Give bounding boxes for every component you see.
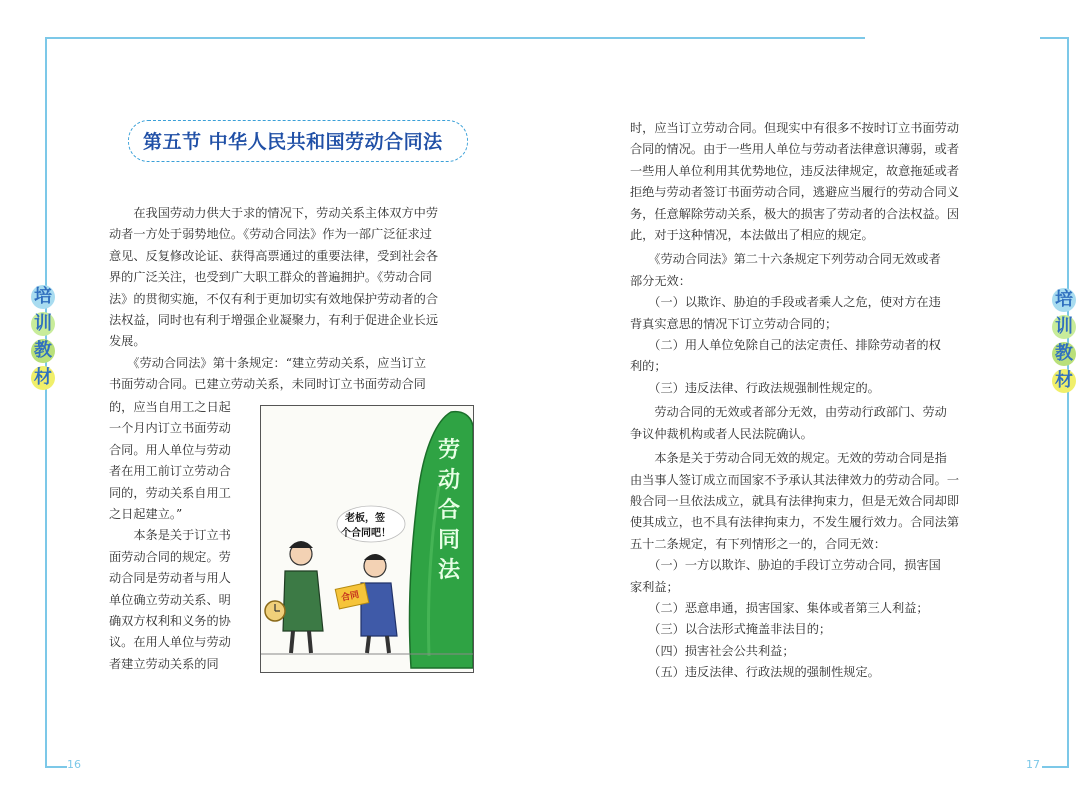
- left-narrow-line: 单位确立劳动关系、明: [109, 592, 231, 607]
- side-tag-char: 训: [1052, 315, 1076, 339]
- right-paragraph-line: 务，任意解除劳动关系，极大的损害了劳动者的合法权益。因: [630, 206, 960, 221]
- left-narrow-line: 同的，劳动关系自用工: [109, 485, 231, 500]
- left-narrow-line: 动合同是劳动者与用人: [109, 571, 231, 586]
- right-paragraph-line: 部分无效：: [630, 273, 691, 288]
- left-paragraph-line: 书面劳动合同。已建立劳动关系，未同时订立书面劳动合同: [109, 377, 426, 392]
- left-narrow-line: 者建立劳动关系的同: [109, 656, 219, 671]
- left-column-text: [109, 203, 475, 396]
- left-narrow-line: 确双方权利和义务的协: [109, 614, 231, 629]
- side-tag-char: 训: [31, 312, 55, 336]
- left-paragraph-line: 意见、反复修改论证、获得高票通过的重要法律，受到社会各: [109, 248, 439, 263]
- right-column-text: [630, 118, 996, 684]
- right-paragraph-line: （二）用人单位免除自己的法定责任、排除劳动者的权: [630, 338, 941, 353]
- right-paragraph-line: 劳动合同的无效或者部分无效，由劳动行政部门、劳动: [630, 405, 947, 420]
- frame-right-bottom: [1042, 766, 1069, 768]
- frame-left-top: [45, 37, 865, 39]
- right-paragraph-line: （一）一方以欺诈、胁迫的手段订立劳动合同，损害国: [630, 558, 941, 573]
- right-paragraph-line: 合同的情况。由于一些用人单位与劳动者法律意识薄弱，或者: [630, 142, 960, 157]
- section-title-box: [128, 120, 468, 162]
- left-paragraph-line: 界的广泛关注，也受到广大职工群众的普遍拥护。《劳动合同: [109, 270, 432, 285]
- section-title: 第五节 中华人民共和国劳动合同法: [143, 131, 443, 153]
- side-tag-char: 材: [1052, 369, 1076, 393]
- side-tag-char: 材: [31, 366, 55, 390]
- left-narrow-line: 者在用工前订立劳动合: [109, 464, 231, 479]
- cartoon-illustration: [260, 405, 474, 673]
- left-narrow-line: 的，应当自用工之日起: [109, 400, 231, 414]
- left-paragraph-line: 法权益，同时也有利于增强企业凝聚力，有利于促进企业长远: [109, 313, 439, 328]
- left-paragraph-line: 法》的贯彻实施，不仅有利于更加切实有效地保护劳动者的合: [109, 291, 439, 306]
- right-paragraph-line: （三）以合法形式掩盖非法目的；: [630, 622, 832, 637]
- right-paragraph-line: （一）以欺诈、胁迫的手段或者乘人之危，使对方在违: [630, 295, 941, 310]
- right-paragraph-line: 此，对于这种情况，本法做出了相应的规定。: [630, 228, 874, 243]
- right-paragraph-line: 利的；: [630, 359, 667, 374]
- right-paragraph-line: 争议仲裁机构或者人民法院确认。: [630, 426, 813, 441]
- left-paragraph-line: 在我国劳动力供大于求的情况下，劳动关系主体双方中劳: [109, 206, 439, 220]
- side-tag-char: 培: [31, 285, 55, 309]
- frame-right-vertical: [1067, 37, 1069, 767]
- left-column-narrow-text: [109, 397, 257, 675]
- side-tag-left: [31, 285, 57, 393]
- side-tag-char: 培: [1052, 288, 1076, 312]
- left-narrow-line: 合同。用人单位与劳动: [109, 442, 231, 457]
- document-label: 合同: [340, 590, 361, 604]
- left-narrow-line: 本条是关于订立书: [109, 528, 231, 543]
- right-paragraph-line: （二）恶意串通，损害国家、集体或者第三人利益；: [630, 600, 929, 615]
- side-tag-char: 教: [31, 339, 55, 363]
- side-tag-char: 教: [1052, 342, 1076, 366]
- frame-left-vertical: [45, 37, 47, 767]
- right-paragraph-line: （三）违反法律、行政法规强制性规定的。: [630, 380, 880, 395]
- left-narrow-line: 议。在用人单位与劳动: [109, 635, 231, 650]
- right-paragraph-line: 《劳动合同法》第二十六条规定下列劳动合同无效或者: [630, 252, 941, 267]
- right-paragraph-line: 背真实意思的情况下订立劳动合同的；: [630, 316, 838, 331]
- left-narrow-line: 一个月内订立书面劳动: [109, 421, 231, 436]
- left-paragraph-line: 发展。: [109, 334, 146, 349]
- page-number-right: 17: [1026, 758, 1040, 771]
- right-paragraph-line: 般合同一旦依法成立，就具有法律拘束力，但是无效合同却即: [630, 493, 960, 508]
- left-narrow-line: 之日起建立。”: [109, 507, 183, 522]
- right-paragraph-line: （四）损害社会公共利益；: [630, 643, 795, 658]
- left-paragraph-line: 动者一方处于弱势地位。《劳动合同法》作为一部广泛征求过: [109, 227, 432, 242]
- left-narrow-line: 面劳动合同的规定。劳: [109, 549, 231, 564]
- frame-left-bottom: [45, 766, 67, 768]
- right-paragraph-line: 本条是关于劳动合同无效的规定。无效的劳动合同是指: [630, 451, 947, 466]
- right-paragraph-line: 时，应当订立劳动合同。但现实中有很多不按时订立书面劳动: [630, 121, 960, 135]
- frame-right-top: [1040, 37, 1068, 39]
- left-paragraph-line: 《劳动合同法》第十条规定：“建立劳动关系，应当订立: [109, 355, 427, 370]
- page-number-left: 16: [67, 758, 81, 771]
- right-paragraph-line: 由当事人签订成立而国家不予承认其法律效力的劳动合同。一: [630, 472, 960, 487]
- speech-line-1: 老板，签: [345, 513, 385, 524]
- right-paragraph-line: 一些用人单位利用其优势地位，违反法律规定，故意拖延或者: [630, 163, 960, 178]
- right-paragraph-line: 拒绝与劳动者签订书面劳动合同，逃避应当履行的劳动合同义: [630, 185, 960, 200]
- right-paragraph-line: 家利益；: [630, 579, 679, 594]
- mountain-text: 劳动合同法: [437, 438, 460, 583]
- right-paragraph-line: 使其成立，也不具有法律拘束力，不发生履行效力。合同法第: [630, 515, 960, 530]
- speech-line-2: 个合同吧！: [341, 528, 391, 539]
- side-tag-right: [1052, 288, 1078, 396]
- right-paragraph-line: 五十二条规定，有下列情形之一的，合同无效：: [630, 536, 886, 551]
- right-paragraph-line: （五）违反法律、行政法规的强制性规定。: [630, 665, 880, 680]
